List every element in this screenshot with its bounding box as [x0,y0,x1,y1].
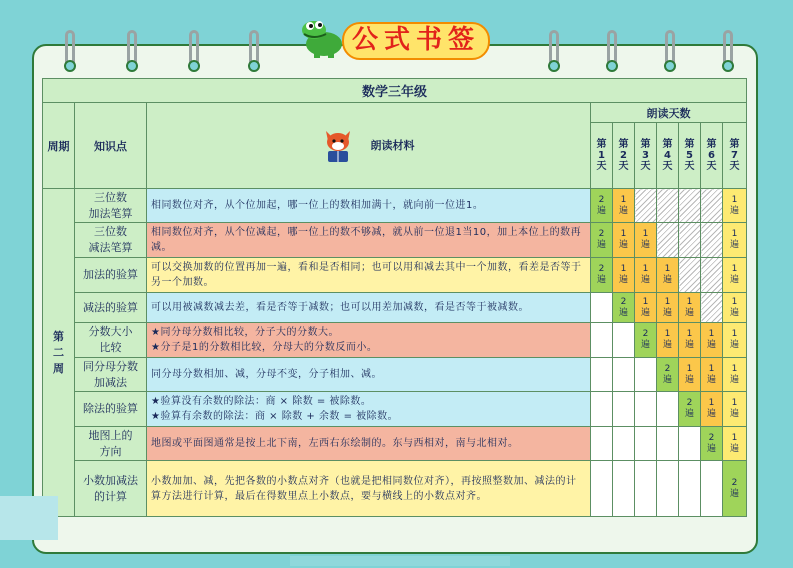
topic-header: 知识点 [75,103,147,189]
topic-cell: 小数加减法 的计算 [75,461,147,517]
day-cell: 1 遍 [701,392,723,427]
period-label: 第 二 周 [43,189,75,517]
day-cell [679,258,701,293]
day-6-header: 第 6 天 [701,123,723,189]
binder-ring [604,30,620,72]
material-cell: 相同数位对齐，从个位减起，哪一位上的数不够减，就从前一位退1当10，加上本位上的数再减。 [147,223,591,258]
topic-cell: 分数大小 比较 [75,323,147,358]
day-cell [701,258,723,293]
day-cell [679,427,701,461]
material-cell: 相同数位对齐，从个位加起，哪一位上的数相加满十，就向前一位进1。 [147,189,591,223]
period-header: 周期 [43,103,75,189]
day-cell: 2 遍 [657,358,679,392]
day-cell: 1 遍 [701,323,723,358]
day-3-header: 第 3 天 [635,123,657,189]
table-row [43,189,747,223]
day-4-header: 第 4 天 [657,123,679,189]
material-cell: ★同分母分数相比较，分子大的分数大。 ★分子是1的分数相比较，分母大的分数反而小。 [147,323,591,358]
day-cell: 1 遍 [723,323,747,358]
day-cell [657,427,679,461]
table-row [43,223,747,258]
topic-cell: 减法的验算 [75,293,147,323]
day-cell: 1 遍 [613,223,635,258]
table-row [43,293,747,323]
day-cell: 1 遍 [723,258,747,293]
day-cell [701,189,723,223]
binder-ring [662,30,678,72]
table-row [43,427,747,461]
day-cell [635,189,657,223]
table-row [43,323,747,358]
day-1-header: 第 1 天 [591,123,613,189]
day-cell [591,427,613,461]
material-cell: ★验算没有余数的除法：商 × 除数 = 被除数。 ★验算有余数的除法：商 × 除数 + 余数 = 被除数。 [147,392,591,427]
day-cell [635,392,657,427]
material-cell: 可以交换加数的位置再加一遍，看和是否相同；也可以用和减去其中一个加数，看差是否等于另一个加数。 [147,258,591,293]
day-cell: 1 遍 [635,223,657,258]
day-cell [679,223,701,258]
banner-title: 公式书签 [342,22,490,60]
day-cell: 2 遍 [679,392,701,427]
formula-table [42,78,747,517]
day-cell [679,189,701,223]
material-header: 朗读材料 [370,138,415,152]
day-cell: 2 遍 [591,189,613,223]
day-cell [591,461,613,517]
day-cell [591,323,613,358]
day-cell [591,392,613,427]
day-cell: 1 遍 [723,293,747,323]
day-cell: 2 遍 [701,427,723,461]
day-cell: 1 遍 [657,293,679,323]
topic-cell: 除法的验算 [75,392,147,427]
day-cell [679,461,701,517]
day-cell [613,358,635,392]
day-cell: 1 遍 [613,189,635,223]
title-banner [300,14,496,64]
day-cell [613,461,635,517]
day-cell: 1 遍 [613,258,635,293]
binder-ring [246,30,262,72]
day-cell: 1 遍 [679,358,701,392]
material-cell: 小数加加、减，先把各数的小数点对齐（也就是把相同数位对齐），再按照整数加、减法的计算方法进行计算，最后在得数里点上小数点，要与横线上的小数点对齐。 [147,461,591,517]
table-row [43,461,747,517]
day-cell: 2 遍 [613,293,635,323]
table-row [43,392,747,427]
day-cell: 1 遍 [657,258,679,293]
binder-ring [720,30,736,72]
day-cell: 1 遍 [723,392,747,427]
day-cell: 2 遍 [591,223,613,258]
day-cell: 1 遍 [635,293,657,323]
day-cell [701,293,723,323]
day-cell [613,392,635,427]
topic-cell: 加法的验算 [75,258,147,293]
day-cell: 1 遍 [679,323,701,358]
table-row [43,258,747,293]
day-7-header: 第 7 天 [723,123,747,189]
day-cell [657,392,679,427]
footer-strip [290,556,510,566]
binder-ring [546,30,562,72]
day-cell: 2 遍 [635,323,657,358]
day-cell: 1 遍 [723,427,747,461]
day-cell: 1 遍 [723,189,747,223]
binder-ring [186,30,202,72]
day-cell: 1 遍 [723,223,747,258]
topic-cell: 地图上的 方向 [75,427,147,461]
day-2-header: 第 2 天 [613,123,635,189]
table-title: 数学三年级 [43,79,747,103]
topic-cell: 同分母分数 加减法 [75,358,147,392]
day-cell [657,223,679,258]
topic-cell: 三位数 减法笔算 [75,223,147,258]
day-cell [635,427,657,461]
day-cell: 2 遍 [591,258,613,293]
day-cell [613,427,635,461]
day-cell: 1 遍 [701,358,723,392]
day-cell [701,461,723,517]
material-cell: 同分母分数相加、减，分母不变，分子相加、减。 [147,358,591,392]
day-cell: 1 遍 [723,358,747,392]
day-cell [613,323,635,358]
day-cell: 1 遍 [657,323,679,358]
day-cell [591,293,613,323]
day-cell [635,358,657,392]
day-cell [591,358,613,392]
material-header-cell [147,103,591,189]
day-cell: 2 遍 [723,461,747,517]
day-cell: 1 遍 [679,293,701,323]
table-row [43,358,747,392]
binder-ring [62,30,78,72]
day-cell [657,189,679,223]
days-header: 朗读天数 [591,103,747,123]
day-cell [657,461,679,517]
day-cell: 1 遍 [635,258,657,293]
material-cell: 可以用被减数减去差，看是否等于减数；也可以用差加减数，看是否等于被减数。 [147,293,591,323]
day-cell [635,461,657,517]
corner-block [0,496,58,540]
topic-cell: 三位数 加法笔算 [75,189,147,223]
day-5-header: 第 5 天 [679,123,701,189]
binder-ring [124,30,140,72]
material-cell: 地图或平面图通常是按上北下南，左西右东绘制的。东与西相对，南与北相对。 [147,427,591,461]
day-cell [701,223,723,258]
fox-reading-icon [323,129,353,163]
